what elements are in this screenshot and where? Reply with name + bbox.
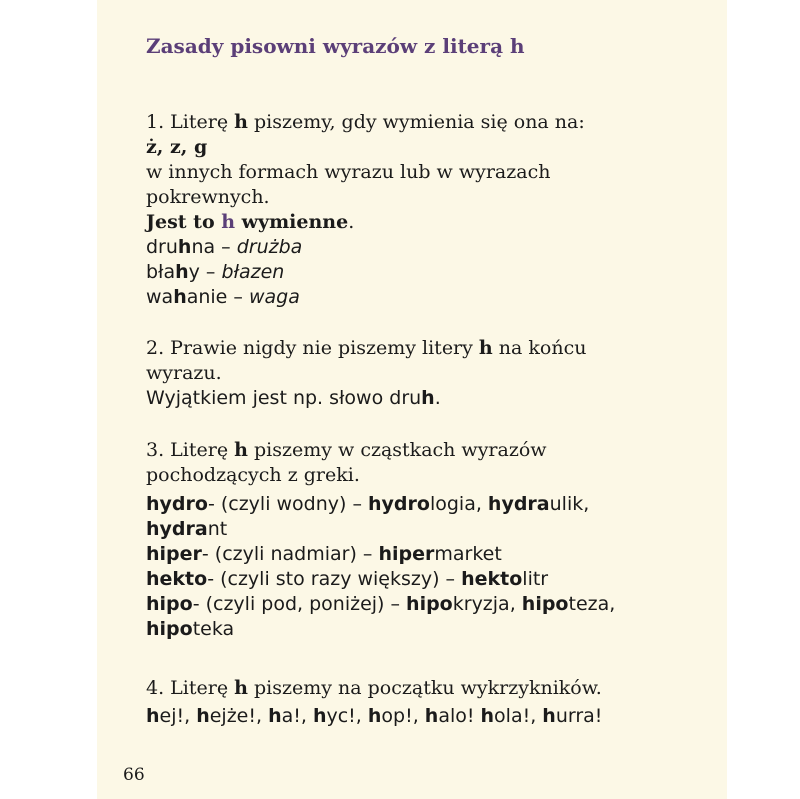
- interjection: ola!,: [494, 705, 543, 727]
- text: na –: [191, 236, 237, 258]
- text: 2. Prawie nigdy nie piszemy litery: [146, 337, 479, 359]
- prefix: hipo: [146, 618, 193, 640]
- text: wa: [146, 286, 174, 308]
- prefix-row-hiper: [146, 542, 706, 567]
- text: bła: [146, 261, 176, 283]
- prefix: hydro: [146, 493, 208, 515]
- interjection: yc!,: [326, 705, 368, 727]
- rule-2-heading: [146, 336, 706, 361]
- letter-h: h: [542, 705, 556, 727]
- interjection: a!,: [281, 705, 313, 727]
- prefix: hydro: [368, 493, 430, 515]
- text: kryzja,: [452, 593, 522, 615]
- letter-h: h: [268, 705, 282, 727]
- text: piszemy na początku wykrzykników.: [247, 677, 602, 699]
- text: wymienne: [235, 211, 349, 233]
- text: Jest to: [146, 211, 222, 233]
- letter-h: h: [196, 705, 210, 727]
- prefix: hipo: [406, 593, 453, 615]
- prefix: hekto: [461, 568, 523, 590]
- rule-1-line-4: pokrewnych.: [146, 186, 270, 208]
- letter-h: h: [173, 286, 187, 308]
- text: logia,: [429, 493, 488, 515]
- interjection-list: [146, 704, 706, 729]
- rule-4-heading: [146, 676, 706, 701]
- rule-3: [146, 438, 706, 642]
- text: market: [434, 543, 502, 565]
- interjection: ej!,: [159, 705, 197, 727]
- letter-h: h: [480, 705, 495, 727]
- text: 1. Literę: [146, 111, 235, 133]
- related-word: waga: [248, 286, 300, 308]
- related-word: błazen: [221, 261, 285, 283]
- example-row: [146, 285, 706, 310]
- page-number: 66: [123, 765, 145, 785]
- rule-1-line-3: w innych formach wyrazu lub w wyrazach: [146, 161, 551, 183]
- example-row: [146, 260, 706, 285]
- prefix-row-hipo-cont: [146, 617, 706, 642]
- letter-h: h: [421, 387, 435, 409]
- meaning: - (czyli pod, poniżej) –: [192, 593, 407, 615]
- letter-h: h: [478, 337, 493, 359]
- prefix: hekto: [146, 568, 208, 590]
- letter-h: h: [424, 705, 439, 727]
- rule-2-line-2: wyrazu.: [146, 362, 222, 384]
- related-word: drużba: [236, 236, 303, 258]
- prefix-row-hekto: [146, 567, 706, 592]
- rule-2: [146, 336, 706, 411]
- rule-4: [146, 676, 706, 729]
- prefix: hiper: [378, 543, 435, 565]
- letter-h: h: [312, 705, 327, 727]
- text: litr: [522, 568, 549, 590]
- text: 3. Literę: [146, 439, 235, 461]
- meaning: - (czyli nadmiar) –: [201, 543, 379, 565]
- letter-h: h: [175, 261, 189, 283]
- prefix-row-hydro-cont: [146, 517, 706, 542]
- rule-1-note: [146, 210, 706, 235]
- prefix-list: [146, 492, 706, 642]
- rule-1-letters: ż, z, g: [146, 136, 208, 158]
- example-row: [146, 235, 706, 260]
- letter-h: h: [367, 705, 382, 727]
- rule-3-line-2: pochodzących z greki.: [146, 464, 360, 486]
- text: y –: [188, 261, 222, 283]
- text: 4. Literę: [146, 677, 235, 699]
- rule-3-heading: [146, 438, 706, 463]
- text: nt: [207, 518, 228, 540]
- interjection: ejże!,: [209, 705, 269, 727]
- prefix-row-hydro: [146, 492, 706, 517]
- text: teza,: [568, 593, 616, 615]
- meaning: - (czyli sto razy większy) –: [207, 568, 462, 590]
- prefix: hiper: [146, 543, 202, 565]
- letter-h: h: [146, 705, 160, 727]
- text: piszemy w cząstkach wyrazów: [247, 439, 547, 461]
- text: piszemy, gdy wymienia się ona na:: [247, 111, 585, 133]
- text: anie –: [186, 286, 249, 308]
- prefix: hipo: [521, 593, 569, 615]
- letter-h: h: [234, 677, 248, 699]
- interjection: op!,: [381, 705, 425, 727]
- page-title: Zasady pisowni wyrazów z literą h: [146, 34, 525, 58]
- interjection: urra!: [555, 705, 603, 727]
- rule-1: [146, 110, 706, 310]
- rule-2-exception: [146, 386, 706, 411]
- text: teka: [192, 618, 235, 640]
- interjection: alo!: [438, 705, 481, 727]
- prefix-row-hipo: [146, 592, 706, 617]
- prefix: hydra: [146, 518, 208, 540]
- rule-1-heading: [146, 110, 706, 135]
- text: na końcu: [492, 337, 587, 359]
- text: dru: [146, 236, 178, 258]
- prefix: hipo: [146, 593, 193, 615]
- text: .: [348, 211, 355, 233]
- text: Wyjątkiem jest np. słowo dru: [146, 387, 422, 409]
- letter-h: h: [234, 439, 248, 461]
- text: .: [434, 387, 441, 409]
- text: ulik,: [549, 493, 590, 515]
- letter-h: h: [234, 111, 248, 133]
- prefix: hydra: [487, 493, 550, 515]
- letter-h: h: [177, 236, 192, 258]
- meaning: - (czyli wodny) –: [207, 493, 369, 515]
- letter-h: h: [221, 211, 236, 233]
